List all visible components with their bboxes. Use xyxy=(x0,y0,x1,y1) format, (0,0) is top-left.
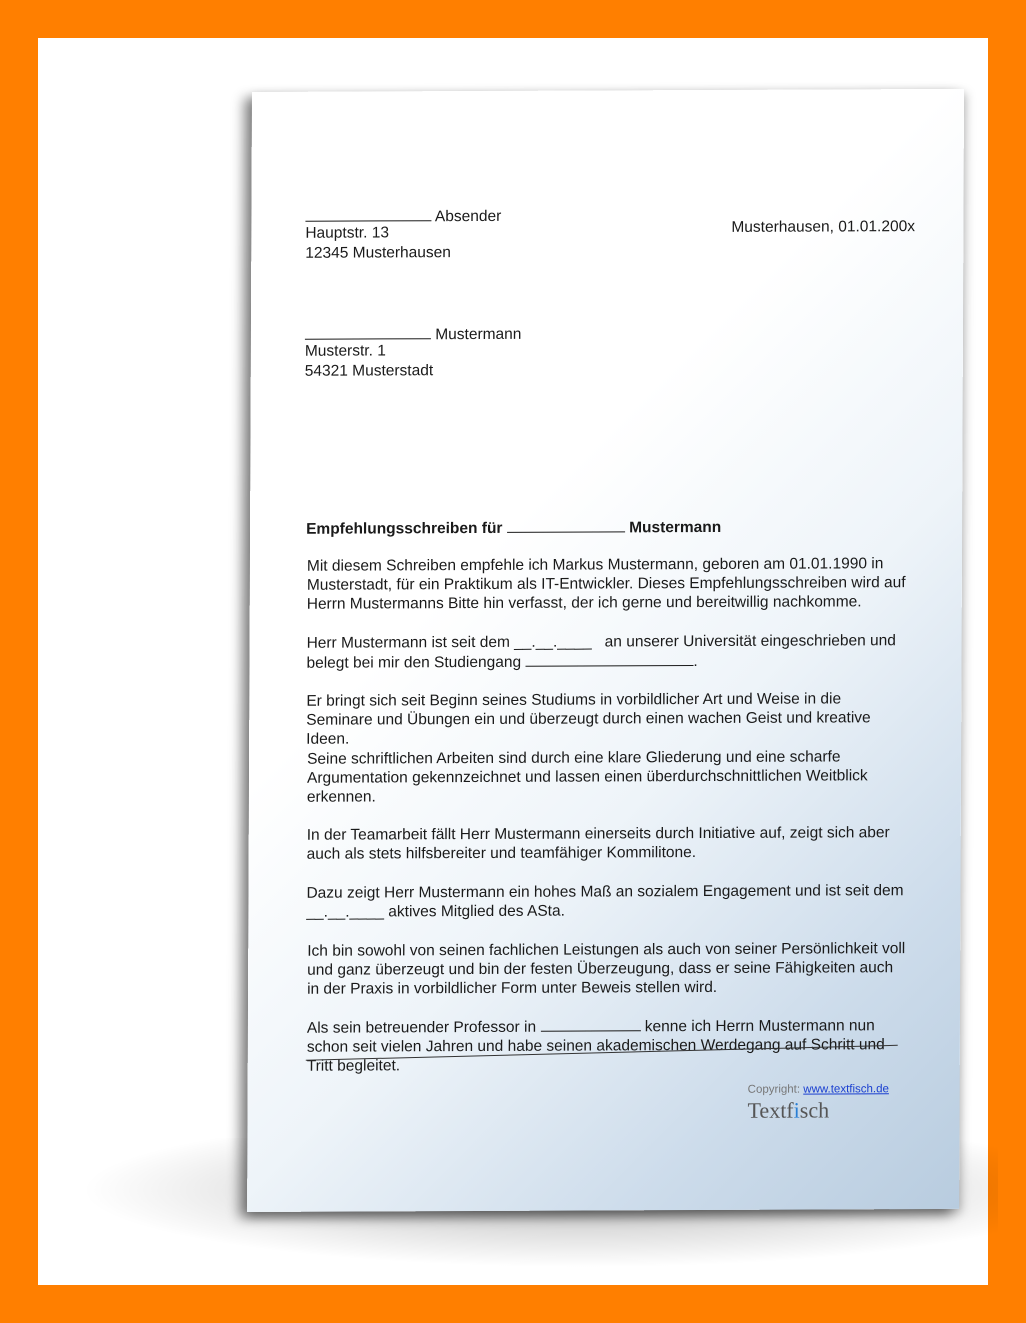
logo-text-a: Textf xyxy=(747,1097,794,1123)
p6-text-b: aktives Mitglied des ASta. xyxy=(388,902,565,921)
p8-text-a: Als sein betreuender Professor in xyxy=(306,1018,537,1037)
paragraph-5: In der Teamarbeit fällt Herr Mustermann einerseits durch Initiative auf, zeigt sich aber auch als stets hilfsbereiter und teamfähiger Kommilitone. xyxy=(306,824,890,863)
sender-name-blank xyxy=(305,206,431,222)
copyright-label: Copyright: xyxy=(747,1083,801,1096)
recipient-name-suffix: Mustermann xyxy=(435,325,522,344)
p2-course-blank xyxy=(525,651,693,667)
recipient-city: 54321 Musterstadt xyxy=(304,362,434,380)
paragraph-6 xyxy=(306,881,906,922)
paragraph-1: Mit diesem Schreiben empfehle ich Markus Mustermann, geboren am 01.01.1990 in Musterstadt, für ein Praktikum als IT-Entwickler. Dieses Empfehlungsschreiben wird auf Herrn Mustermanns Bitte hin verfasst, der ich gerne und bereitwillig nachkomme. xyxy=(306,555,906,613)
recipient-street: Musterstr. 1 xyxy=(304,342,386,360)
subject-blank xyxy=(507,517,625,533)
logo-text-b: sch xyxy=(799,1097,830,1123)
p8-text-b: kenne ich Herrn Mustermann nun schon seit vielen Jahren und habe seinen akademischen Werdegang auf Schritt und Tritt begleitet. xyxy=(306,1017,885,1075)
p2-text-d: . xyxy=(693,653,698,671)
subject-prefix: Empfehlungsschreiben für xyxy=(306,519,503,538)
p6-text-a: Dazu zeigt Herr Mustermann ein hohes Maß an sozialem Engagement und ist seit dem xyxy=(306,882,904,902)
subject-line xyxy=(306,517,721,539)
letter-page xyxy=(247,89,964,1212)
p2-text-b: an unserer Universität eingeschrieben und xyxy=(604,632,896,651)
paragraph-3: Er bringt sich seit Beginn seines Studiums in vorbildlicher Art und Weise in die Seminare und Übungen ein und überzeugt durch einen wachen Geist und kreative Ideen. xyxy=(306,690,871,748)
copyright-note xyxy=(748,1083,889,1096)
paragraph-4: Seine schriftlichen Arbeiten sind durch eine klare Gliederung und eine scharfe Argumentation gekennzeichnet und lassen einen überdurchschnittlichen Weitblick erkennen. xyxy=(306,748,868,806)
sender-street: Hauptstr. 13 xyxy=(305,224,390,242)
p2-date-blank: __.__.____ xyxy=(514,633,592,651)
p8-place-blank xyxy=(540,1016,640,1031)
sender-name-suffix: Absender xyxy=(434,207,502,226)
p2-text-a: Herr Mustermann ist seit dem xyxy=(306,633,510,652)
textfisch-logo xyxy=(748,1097,830,1123)
paragraph-7: Ich bin sowohl von seinen fachlichen Leistungen als auch von seiner Persönlichkeit voll und ganz überzeugt und bin der festen Überzeugung, dass er seine Fähigkeiten auch in der Praxis in vorbildlicher Form unter Beweis stellen wird. xyxy=(307,940,906,998)
sender-city: 12345 Musterhausen xyxy=(305,244,451,262)
recipient-name-blank xyxy=(305,324,431,340)
paragraph-8 xyxy=(307,1015,907,1076)
logo-fish-icon: i xyxy=(793,1097,800,1123)
p2-text-c: belegt bei mir den Studiengang xyxy=(306,653,522,672)
textfisch-link[interactable]: www.textfisch.de xyxy=(803,1083,889,1096)
p6-date-blank: __.__.____ xyxy=(306,903,385,921)
subject-suffix: Mustermann xyxy=(629,518,722,537)
paragraph-2 xyxy=(306,631,906,673)
date-line: Musterhausen, 01.01.200x xyxy=(731,218,916,236)
